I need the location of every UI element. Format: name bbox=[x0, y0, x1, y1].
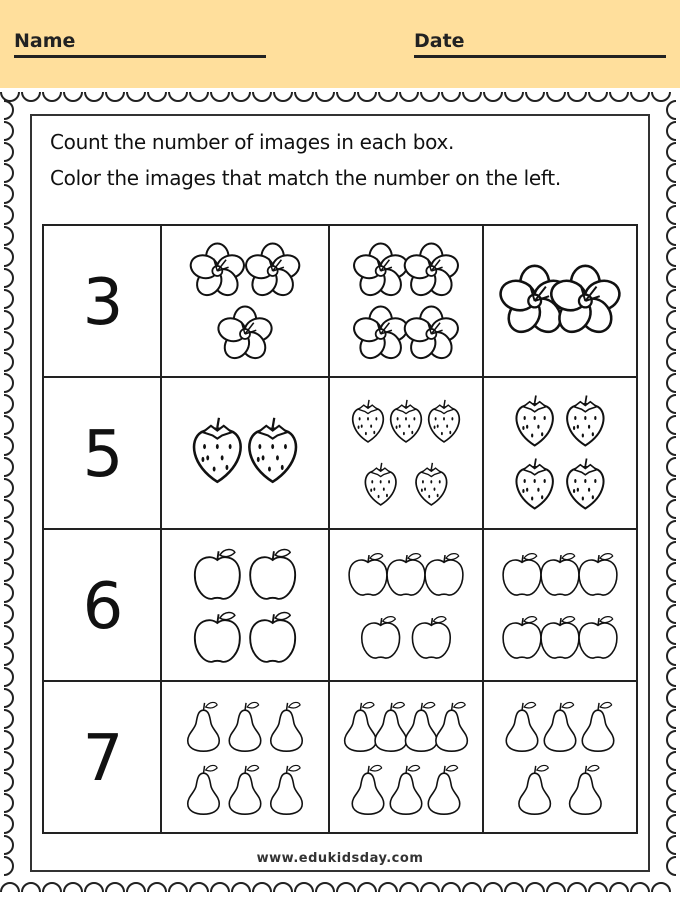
image-box-flower[interactable] bbox=[482, 224, 638, 378]
flower-icon bbox=[243, 244, 302, 300]
image-box-strawberry[interactable] bbox=[482, 376, 638, 530]
apple-icon bbox=[425, 554, 463, 595]
apple-icon bbox=[250, 613, 295, 662]
strawberry-icon bbox=[416, 463, 447, 505]
website-footer: www.edukidsday.com bbox=[256, 851, 424, 866]
target-number: 5 bbox=[82, 418, 124, 492]
apple-icon bbox=[541, 554, 579, 595]
pear-icon bbox=[544, 702, 576, 751]
strawberry-group bbox=[484, 378, 636, 528]
apple-icon bbox=[195, 550, 240, 599]
number-cell bbox=[42, 224, 162, 378]
pear-icon bbox=[271, 765, 303, 814]
strawberry-icon bbox=[567, 459, 603, 509]
image-box-apple[interactable] bbox=[160, 528, 330, 682]
image-box-pear[interactable] bbox=[482, 680, 638, 834]
pear-icon bbox=[428, 765, 460, 814]
flower-icon bbox=[215, 307, 274, 363]
pear-icon bbox=[188, 765, 220, 814]
pear-icon bbox=[570, 765, 602, 814]
pear-icon bbox=[271, 702, 303, 751]
pear-icon bbox=[352, 765, 384, 814]
strawberry-icon bbox=[516, 459, 552, 509]
date-label: Date bbox=[414, 30, 465, 52]
flower-icon bbox=[351, 244, 410, 300]
apple-icon bbox=[579, 554, 617, 595]
image-box-flower[interactable] bbox=[328, 224, 484, 378]
number-cell bbox=[42, 680, 162, 834]
flower-icon bbox=[402, 307, 461, 363]
strawberry-icon bbox=[194, 418, 241, 482]
pear-icon bbox=[390, 765, 422, 814]
flower-icon bbox=[188, 244, 247, 300]
pear-icon bbox=[375, 702, 407, 751]
pear-icon bbox=[405, 702, 437, 751]
pear-icon bbox=[436, 702, 467, 751]
image-box-strawberry[interactable] bbox=[160, 376, 330, 530]
pear-group bbox=[162, 682, 328, 832]
image-box-apple[interactable] bbox=[328, 528, 484, 682]
pear-icon bbox=[582, 702, 614, 751]
apple-group bbox=[330, 530, 482, 680]
strawberry-icon bbox=[391, 400, 422, 442]
pear-group bbox=[330, 682, 482, 832]
apple-icon bbox=[362, 617, 400, 658]
apple-icon bbox=[503, 617, 541, 658]
image-box-strawberry[interactable] bbox=[328, 376, 484, 530]
name-label: Name bbox=[14, 30, 76, 52]
strawberry-icon bbox=[249, 418, 296, 482]
apple-icon bbox=[387, 554, 425, 595]
flower-group bbox=[162, 226, 328, 376]
target-number: 6 bbox=[82, 570, 124, 644]
image-box-pear[interactable] bbox=[160, 680, 330, 834]
target-number: 3 bbox=[82, 266, 124, 340]
strawberry-group bbox=[330, 378, 482, 528]
apple-icon bbox=[412, 617, 450, 658]
instruction-line-1: Count the number of images in each box. bbox=[50, 130, 455, 154]
pear-icon bbox=[345, 702, 377, 751]
pear-icon bbox=[229, 765, 261, 814]
pear-icon bbox=[506, 702, 538, 751]
image-box-flower[interactable] bbox=[160, 224, 330, 378]
apple-icon bbox=[503, 554, 541, 595]
flower-group bbox=[484, 226, 636, 376]
strawberry-icon bbox=[429, 400, 460, 442]
pear-icon bbox=[229, 702, 261, 751]
image-box-pear[interactable] bbox=[328, 680, 484, 834]
target-number: 7 bbox=[82, 722, 124, 796]
apple-icon bbox=[579, 617, 617, 658]
apple-icon bbox=[195, 613, 240, 662]
pear-icon bbox=[188, 702, 220, 751]
number-cell bbox=[42, 376, 162, 530]
apple-icon bbox=[349, 554, 387, 595]
apple-icon bbox=[250, 550, 295, 599]
strawberry-icon bbox=[365, 463, 396, 505]
instruction-line-2: Color the images that match the number on the left. bbox=[50, 166, 561, 190]
apple-group bbox=[484, 530, 636, 680]
pear-group bbox=[484, 682, 636, 832]
apple-icon bbox=[541, 617, 579, 658]
pear-icon bbox=[519, 765, 551, 814]
number-cell bbox=[42, 528, 162, 682]
apple-group bbox=[162, 530, 328, 680]
flower-icon bbox=[351, 307, 410, 363]
strawberry-icon bbox=[516, 396, 552, 446]
strawberry-group bbox=[162, 378, 328, 528]
flower-icon bbox=[402, 244, 461, 300]
strawberry-icon bbox=[567, 396, 603, 446]
strawberry-icon bbox=[353, 400, 384, 442]
flower-group bbox=[330, 226, 482, 376]
image-box-apple[interactable] bbox=[482, 528, 638, 682]
